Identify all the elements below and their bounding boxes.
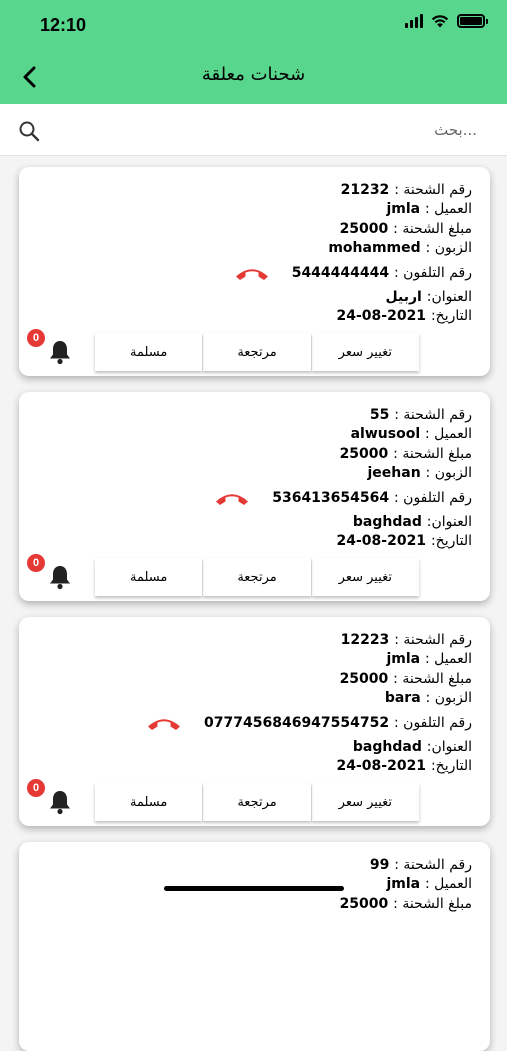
field-label: مبلغ الشحنة : <box>393 670 472 687</box>
notification-count-badge: 0 <box>25 327 47 349</box>
field-label: التاريخ: <box>430 758 472 775</box>
field-label: الزبون : <box>425 689 472 706</box>
field-label: الزبون : <box>425 239 472 256</box>
signal-icon <box>405 14 423 28</box>
returned-button[interactable]: مرتجعة <box>203 783 310 821</box>
client-row <box>234 200 472 219</box>
client-value: alwusool <box>350 426 421 443</box>
customer-value: bara <box>384 689 421 706</box>
change-price-button[interactable]: تغيير سعر <box>312 783 419 821</box>
bell-icon <box>48 339 72 365</box>
field-label: مبلغ الشحنة : <box>393 220 472 237</box>
field-label: العنوان: <box>426 289 472 306</box>
field-label: رقم التلفون : <box>394 265 472 282</box>
amount-value: 25000 <box>339 670 389 687</box>
shipment-number-value: 12223 <box>340 632 390 648</box>
field-label: التاريخ: <box>430 308 472 325</box>
field-label: الزبون : <box>425 464 472 481</box>
card-actions <box>95 333 419 371</box>
shipment-number-row <box>214 406 472 425</box>
date-value: 24-08-2021 <box>336 533 427 550</box>
field-label: العميل : <box>425 651 472 668</box>
amount-row <box>234 220 472 239</box>
battery-icon <box>457 14 485 28</box>
wifi-icon <box>431 14 449 28</box>
address-value: baghdad <box>352 514 422 531</box>
page-title: شحنات معلقة <box>201 64 306 85</box>
customer-value: mohammed <box>328 239 421 256</box>
customer-value: jeehan <box>367 464 421 481</box>
notification-button[interactable] <box>25 327 77 367</box>
date-row <box>146 757 472 776</box>
shipment-number-row <box>234 181 472 200</box>
shipment-number-value: 99 <box>369 857 390 873</box>
field-label: مبلغ الشحنة : <box>393 445 472 462</box>
notification-button[interactable] <box>25 552 77 592</box>
field-label: رقم الشحنة : <box>394 857 472 873</box>
phone-row <box>234 258 472 288</box>
search-input[interactable] <box>56 116 477 144</box>
amount-row <box>340 895 472 914</box>
shipment-card <box>19 842 490 1051</box>
notification-count-badge: 0 <box>25 552 47 574</box>
field-label: العنوان: <box>426 514 472 531</box>
shipment-details <box>340 856 472 914</box>
amount-value: 25000 <box>339 895 389 912</box>
notification-button[interactable] <box>25 777 77 817</box>
date-row <box>234 307 472 326</box>
amount-value: 25000 <box>339 445 389 462</box>
field-label: العميل : <box>425 876 472 893</box>
search-icon[interactable] <box>18 120 40 142</box>
home-indicator[interactable] <box>164 886 344 891</box>
date-row <box>214 532 472 551</box>
amount-row <box>214 445 472 464</box>
client-row <box>146 650 472 669</box>
card-actions <box>95 783 419 821</box>
status-bar <box>0 0 507 50</box>
shipment-card <box>19 617 490 826</box>
field-label: العنوان: <box>426 739 472 756</box>
address-row <box>214 513 472 532</box>
field-label: العميل : <box>425 426 472 443</box>
delivered-button[interactable]: مسلمة <box>95 333 202 371</box>
amount-row <box>146 670 472 689</box>
shipment-list[interactable] <box>0 157 507 912</box>
shipment-details <box>234 181 472 327</box>
shipment-number-value: 21232 <box>340 182 390 198</box>
field-label: رقم الشحنة : <box>394 407 472 423</box>
shipment-details <box>146 631 472 777</box>
field-label: التاريخ: <box>430 533 472 550</box>
phone-row <box>214 483 472 513</box>
date-value: 24-08-2021 <box>336 758 427 775</box>
shipment-number-value: 55 <box>369 407 390 423</box>
phone-call-icon[interactable] <box>234 264 270 282</box>
change-price-button[interactable]: تغيير سعر <box>312 558 419 596</box>
field-label: رقم الشحنة : <box>394 182 472 198</box>
shipment-card <box>19 392 490 601</box>
field-label: رقم التلفون : <box>394 715 472 732</box>
amount-value: 25000 <box>339 220 389 237</box>
customer-row <box>214 464 472 483</box>
client-value: jmla <box>386 651 421 668</box>
phone-call-icon[interactable] <box>214 489 250 507</box>
client-value: jmla <box>386 876 421 893</box>
returned-button[interactable]: مرتجعة <box>203 333 310 371</box>
phone-call-icon[interactable] <box>146 714 182 732</box>
client-row <box>214 425 472 444</box>
search-bar <box>0 104 507 156</box>
address-row <box>146 738 472 757</box>
shipment-details <box>214 406 472 552</box>
field-label: مبلغ الشحنة : <box>393 895 472 912</box>
returned-button[interactable]: مرتجعة <box>203 558 310 596</box>
delivered-button[interactable]: مسلمة <box>95 558 202 596</box>
address-value: baghdad <box>352 739 422 756</box>
shipment-number-row <box>340 856 472 875</box>
bell-icon <box>48 564 72 590</box>
customer-row <box>234 239 472 258</box>
status-time: 12:10 <box>40 15 87 35</box>
delivered-button[interactable]: مسلمة <box>95 783 202 821</box>
shipment-card <box>19 167 490 376</box>
phone-value[interactable]: 536413654564 <box>272 490 390 507</box>
date-value: 24-08-2021 <box>336 308 427 325</box>
customer-row <box>146 689 472 708</box>
field-label: رقم التلفون : <box>394 490 472 507</box>
address-row <box>234 288 472 307</box>
card-actions <box>95 558 419 596</box>
phone-value[interactable]: 0777456846947554752 <box>204 715 390 732</box>
field-label: رقم الشحنة : <box>394 632 472 648</box>
bell-icon <box>48 789 72 815</box>
status-icons <box>405 14 485 28</box>
phone-value[interactable]: 5444444444 <box>291 265 390 282</box>
app-bar <box>0 50 507 104</box>
change-price-button[interactable]: تغيير سعر <box>312 333 419 371</box>
phone-row <box>146 708 472 738</box>
client-value: jmla <box>386 201 421 218</box>
notification-count-badge: 0 <box>25 777 47 799</box>
client-row <box>340 875 472 894</box>
field-label: العميل : <box>425 201 472 218</box>
address-value: اربيل <box>385 289 422 306</box>
shipment-number-row <box>146 631 472 650</box>
